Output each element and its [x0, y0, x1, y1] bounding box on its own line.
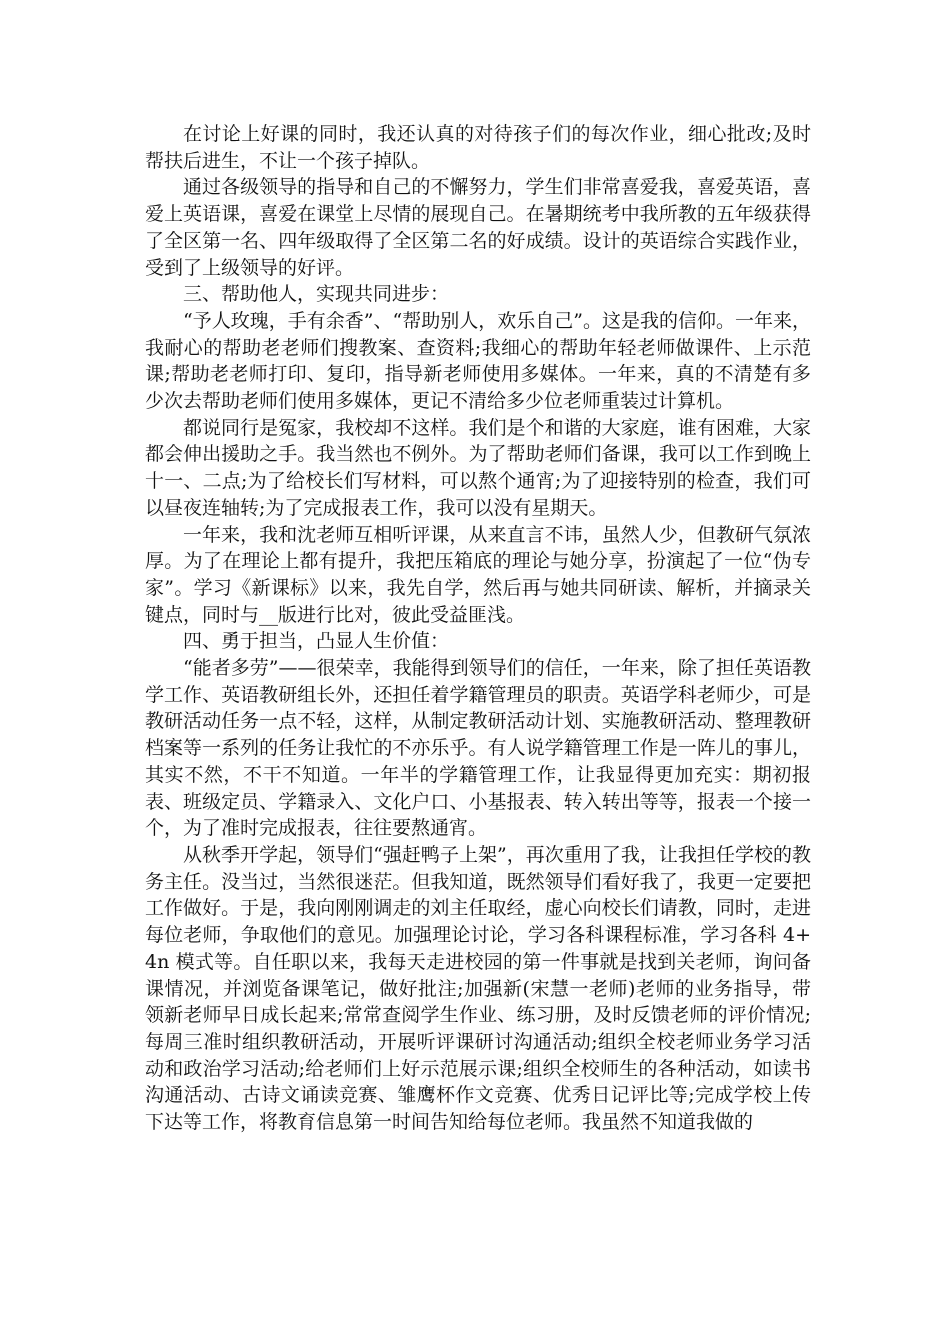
paragraph-academic-director: 从秋季开学起，领导们“强赶鸭子上架”，再次重用了我，让我担任学校的教务主任。没当过，当然很迷茫。但我知道，既然领导们看好我了，我更一定要把工作做好。于是，我向刚刚调走的刘主任取经，虚心向校长们请教，同时，走进每位老师，争取他们的意见。加强理论讨论，学习各科课程标准，学习各科 4+4n 模式等。自任职以来，我每天走进校园的第一件事就是找到关老师，询问备课情况，并浏览备课笔记，做好批注;加强新(宋慧一老师)老师的业务指导，带领新老师早日成长起来;常常查阅学生作业、练习册，及时反馈老师的评价情况;每周三准时组织教研活动，开展听评课研讨沟通活动;组织全校老师业务学习活动和政治学习活动;给老师们上好示范展示课;组织全校师生的各种活动，如读书沟通活动、古诗文诵读竞赛、雏鹰杯作文竞赛、优秀日记评比等;完成学校上传下达等工作，将教育信息第一时间告知给每位老师。我虽然不知道我做的: [145, 843, 811, 1134]
document-page: [145, 121, 811, 1136]
paragraph-homework: 在讨论上好课的同时，我还认真的对待孩子们的每次作业，细心批改;及时帮扶后进生，不让一个孩子掉队。: [145, 123, 811, 172]
section-heading-helping-others: 三、帮助他人，实现共同进步：: [183, 283, 450, 306]
paragraph-registrar-duty: “能者多劳”——很荣幸，我能得到领导们的信任，一年来，除了担任英语教学工作、英语教研组长外，还担任着学籍管理员的职责。英语学科老师少，可是教研活动任务一点不轻，这样，从制定教研活动计划、实施教研活动、整理教研档案等一系列的任务让我忙的不亦乐乎。有人说学籍管理工作是一阵儿的事儿，其实不然，不干不知道。一年半的学籍管理工作，让我显得更加充实：期初报表、班级定员、学籍录入、文化户口、小基报表、转入转出等等，报表一个接一个，为了准时完成报表，往往要熬通宵。: [145, 657, 811, 840]
paragraph-achievements: 通过各级领导的指导和自己的不懈努力，学生们非常喜爱我，喜爱英语，喜爱上英语课，喜爱在课堂上尽情的展现自己。在暑期统考中我所教的五年级获得了全区第一名、四年级取得了全区第二名的好成绩。设计的英语综合实践作业，受到了上级领导的好评。: [145, 176, 811, 279]
paragraph-harmonious-family: 都说同行是冤家，我校却不这样。我们是个和谐的大家庭，谁有困难，大家都会伸出援助之手。我当然也不例外。为了帮助老师们备课，我可以工作到晚上十一、二点;为了给校长们写材料，可以熬个通宵;为了迎接特别的检查，我们可以昼夜连轴转;为了完成报表工作，我可以没有星期天。: [145, 416, 811, 519]
paragraph-belief: “予人玫瑰，手有余香”、“帮助别人，欢乐自己”。这是我的信仰。一年来，我耐心的帮助老老师们搜教案、查资料;我细心的帮助年轻老师做课件、上示范课;帮助老老师打印、复印，指导新老师使用多媒体。一年来，真的不清楚有多少次去帮助老师们使用多媒体，更记不清给多少位老师重装过计算机。: [145, 309, 811, 413]
section-heading-responsibility: 四、勇于担当，凸显人生价值：: [183, 630, 450, 653]
paragraph-peer-review: 一年来，我和沈老师互相听评课，从来直言不讳，虽然人少，但教研气氛浓厚。为了在理论上都有提升，我把压箱底的理论与她分享，扮演起了一位“伪专家”。学习《新课标》以来，我先自学，然后再与她共同研读、解析，并摘录关键点，同时与__版进行比对，彼此受益匪浅。: [145, 523, 811, 626]
